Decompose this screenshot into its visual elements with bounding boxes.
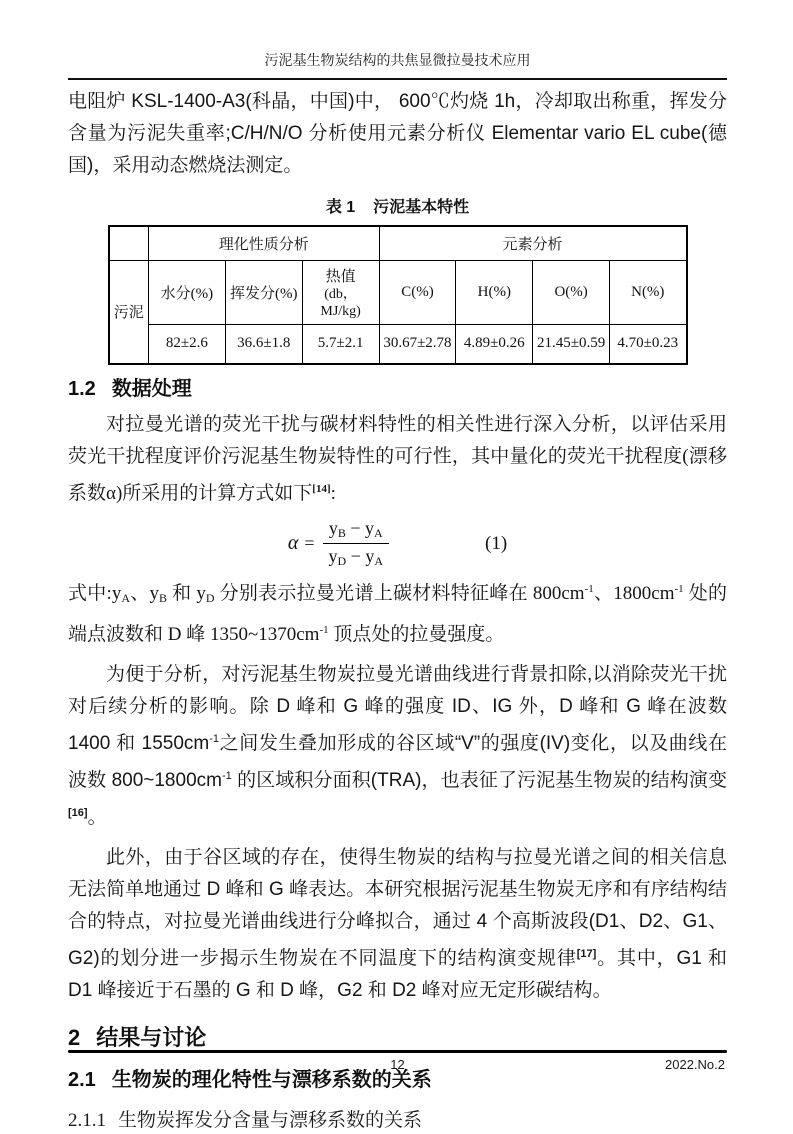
table-header-row xyxy=(109,260,687,324)
section-title: 生物炭挥发分含量与漂移系数的关系 xyxy=(118,1110,423,1131)
section-number: 2 xyxy=(68,1025,81,1050)
variable-y: y xyxy=(328,546,338,566)
sludge-properties-table xyxy=(108,225,688,365)
paragraph-equation-explanation xyxy=(68,573,727,651)
section-title: 生物炭的理化特性与漂移系数的关系 xyxy=(111,1069,432,1091)
paragraph-text: 式中:y xyxy=(68,583,122,604)
paragraph-text: : xyxy=(330,483,336,504)
citation-ref-14: [14] xyxy=(312,483,331,495)
value-oxygen: 21.45±0.59 xyxy=(533,324,610,364)
minus-sign: − xyxy=(346,546,366,566)
paragraph-text: 顶点处的拉曼强度。 xyxy=(328,624,505,645)
exponent-minus-1: -1 xyxy=(209,733,220,745)
value-volatile: 36.6±1.8 xyxy=(225,324,302,364)
intro-paragraph xyxy=(68,86,727,182)
exponent-minus-1: -1 xyxy=(319,624,329,636)
value-hydrogen: 4.89±0.26 xyxy=(456,324,533,364)
paragraph-text: 为便于分析，对污泥基生物炭拉曼光谱曲线进行背景扣除,以消除荧光干扰对后续分析的影响。除 D 峰和 G 峰的强度 ID、IG 外，D 峰和 G 峰在波数 1400 和 1550cm xyxy=(68,664,727,754)
heating-value-unit: (db，MJ/kg) xyxy=(320,286,361,319)
section-heading-2 xyxy=(68,1023,727,1053)
table-caption xyxy=(68,194,727,217)
table-row-label: 污泥 xyxy=(109,260,149,364)
running-head-title: 污泥基生物炭结构的共焦显微拉曼技术应用 xyxy=(264,54,531,69)
paragraph-peak-fitting xyxy=(68,842,727,1007)
heating-value-label: 热值 xyxy=(325,268,356,285)
table-col-moisture: 水分(%) xyxy=(149,260,226,324)
exponent-minus-1: -1 xyxy=(221,770,232,782)
table-col-heating-value xyxy=(302,260,379,324)
page-footer xyxy=(68,1050,727,1074)
subscript-B: B xyxy=(159,591,168,605)
table-group-row xyxy=(109,226,687,260)
equation-fraction xyxy=(323,518,390,569)
table-caption-label: 表 1 xyxy=(325,199,356,216)
variable-y: y xyxy=(328,518,338,538)
equation-alpha-symbol: α xyxy=(287,532,299,554)
subscript-D: D xyxy=(205,591,215,605)
subscript-D: D xyxy=(337,554,347,568)
section-heading-1-2 xyxy=(68,375,727,403)
subscript-A: A xyxy=(121,591,130,605)
paragraph-text: 对拉曼光谱的荧光干扰与碳材料特性的相关性进行深入分析，以评估采用荧光干扰程度评价污泥基生物炭特性的可行性，其中量化的荧光干扰程度(漂移系数α)所采用的计算方式如下 xyxy=(68,414,727,504)
section-title: 数据处理 xyxy=(111,378,192,400)
paragraph-text: 、1800cm xyxy=(593,583,675,604)
table-col-oxygen: O(%) xyxy=(533,260,610,324)
table-group-elemental: 元素分析 xyxy=(379,226,686,260)
table-corner-cell xyxy=(109,226,149,260)
subscript-B: B xyxy=(337,526,346,540)
section-heading-2-1-1 xyxy=(68,1107,727,1134)
section-number: 2.1.1 xyxy=(68,1110,106,1131)
paragraph-text: 。其中，G1 和 D1 峰接近于石墨的 G 和 D 峰，G2 和 D2 峰对应无定形碳结构。 xyxy=(68,948,727,1001)
equation-number: (1) xyxy=(485,532,508,554)
equation-numerator xyxy=(323,518,390,544)
value-nitrogen: 4.70±0.23 xyxy=(610,324,687,364)
subscript-A: A xyxy=(374,554,383,568)
variable-y: y xyxy=(365,546,375,566)
minus-sign: − xyxy=(345,518,365,538)
footer-rule xyxy=(68,1050,727,1053)
paragraph-fluorescence-analysis xyxy=(68,409,727,510)
exponent-minus-1: -1 xyxy=(674,583,684,595)
table-value-row xyxy=(109,324,687,364)
table-group-physicochemical: 理化性质分析 xyxy=(149,226,380,260)
page-number: 12 xyxy=(390,1057,405,1072)
exponent-minus-1: -1 xyxy=(584,583,594,595)
table-caption-title: 污泥基本特性 xyxy=(373,199,470,216)
issue-label: 2022.No.2 xyxy=(665,1057,725,1072)
paragraph-text: 和 y xyxy=(167,583,206,604)
paragraph-text: 此外，由于谷区域的存在，使得生物炭的结构与拉曼光谱之间的相关信息无法简单地通过 D 峰和 G 峰表达。本研究根据污泥基生物炭无序和有序结构结合的特点，对拉曼光谱曲线进行分峰拟合，通过 4 个高斯波段(D1、D2、G1、G2)的划分进一步揭示生物炭在不同温度下的结构演变规律 xyxy=(68,847,727,969)
paragraph-text: 。 xyxy=(87,807,107,828)
paragraph-background-subtraction xyxy=(68,659,727,834)
value-carbon: 30.67±2.78 xyxy=(379,324,456,364)
section-title: 结果与讨论 xyxy=(96,1025,207,1050)
table-col-hydrogen: H(%) xyxy=(456,260,533,324)
table-col-volatile: 挥发分(%) xyxy=(225,260,302,324)
variable-y: y xyxy=(365,518,374,538)
paragraph-text: 分别表示拉曼光谱上碳材料特征峰在 800cm xyxy=(214,583,585,604)
value-heating: 5.7±2.1 xyxy=(302,324,379,364)
table-col-carbon: C(%) xyxy=(379,260,456,324)
header-rule xyxy=(68,78,727,80)
section-number: 2.1 xyxy=(68,1069,96,1091)
equation-1 xyxy=(68,518,727,569)
intro-paragraph-text: 电阻炉 KSL-1400-A3(科晶，中国)中， 600℃灼烧 1h，冷却取出称重，挥发分含量为污泥失重率;C/H/N/O 分析使用元素分析仪 Elementar vario EL cube(德国)，采用动态燃烧法测定。 xyxy=(68,91,727,176)
equation-equals: = xyxy=(304,533,315,553)
value-moisture: 82±2.6 xyxy=(149,324,226,364)
subscript-A: A xyxy=(374,526,383,540)
table-col-nitrogen: N(%) xyxy=(610,260,687,324)
paragraph-text: 的区域积分面积(TRA)，也表征了污泥基生物炭的结构演变 xyxy=(231,770,728,791)
paragraph-text: 处的端点波数和 D 峰 1350~1370cm xyxy=(68,583,727,645)
citation-ref-16: [16] xyxy=(68,807,88,819)
section-number: 1.2 xyxy=(68,378,96,400)
footer-text xyxy=(68,1056,727,1074)
citation-ref-17: [17] xyxy=(576,948,597,960)
paragraph-text: 之间发生叠加形成的谷区域“V”的强度(IV)变化，以及曲线在波数 800~1800cm xyxy=(68,733,728,791)
paragraph-text: 、y xyxy=(130,583,160,604)
equation-denominator xyxy=(323,544,390,569)
